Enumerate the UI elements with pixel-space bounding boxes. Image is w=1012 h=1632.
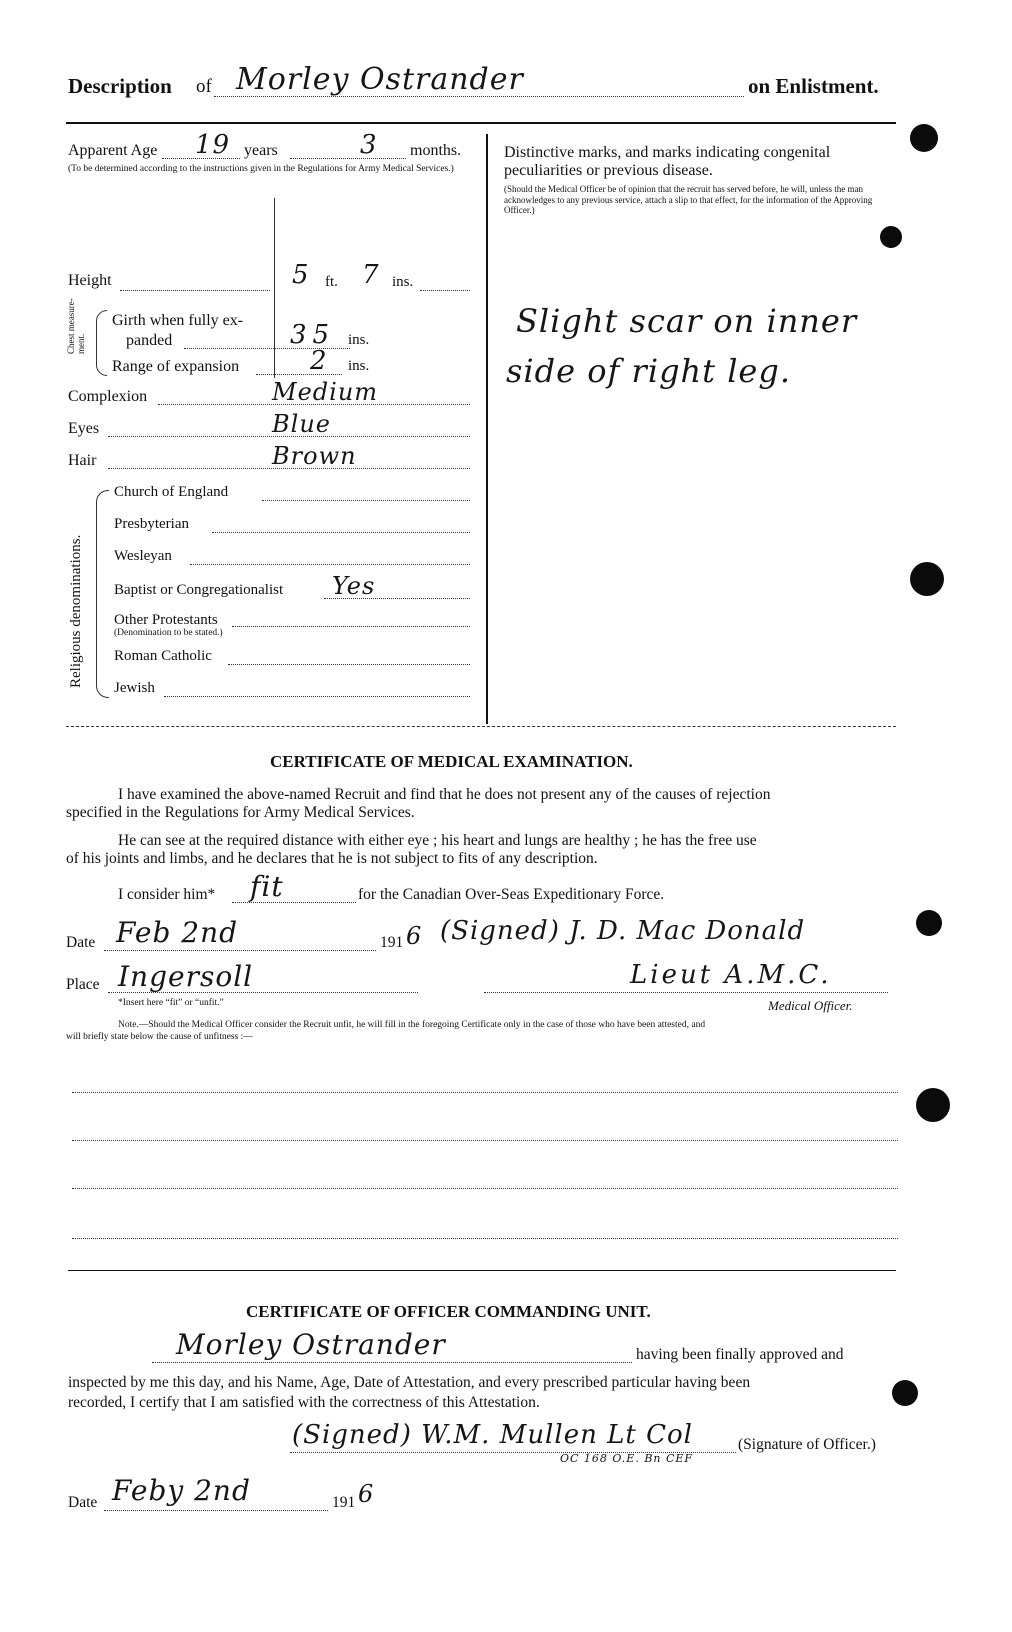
religion-roman-catholic: Roman Catholic — [114, 648, 212, 664]
religion-presbyterian: Presbyterian — [114, 516, 189, 532]
religion-wesleyan: Wesleyan — [114, 548, 172, 564]
religion-line — [164, 696, 470, 697]
marks-heading-1: Distinctive marks, and marks indicating congenital — [504, 144, 831, 161]
commanding-name-value[interactable]: Morley Ostrander — [176, 1328, 446, 1361]
age-note: (To be determined according to the instructions given in the Regulations for Army Medical Services.) — [68, 164, 454, 174]
marks-heading-2: peculiarities or previous disease. — [504, 162, 713, 179]
left-inner-divider — [274, 198, 275, 378]
section-rule — [68, 1270, 896, 1271]
months-label: months. — [410, 142, 462, 159]
commanding-signed-value[interactable]: (Signed) W.M. Mullen Lt Col — [292, 1420, 693, 1450]
consider-label: I consider him* — [118, 886, 216, 903]
recruit-name[interactable]: Morley Ostrander — [236, 62, 524, 97]
religion-other-protestants: Other Protestants — [114, 612, 218, 628]
header-rule — [66, 122, 896, 124]
eyes-label: Eyes — [68, 420, 100, 437]
height-label: Height — [68, 272, 112, 289]
religion-line — [262, 500, 470, 501]
religion-jewish: Jewish — [114, 680, 155, 696]
girth-value[interactable]: 35 — [290, 320, 336, 350]
rank-line — [484, 992, 888, 993]
medical-para1-line2: specified in the Regulations for Army Medical Services. — [66, 804, 415, 821]
religion-baptist-value[interactable]: Yes — [332, 572, 376, 600]
commanding-year-suffix[interactable]: 6 — [358, 1480, 375, 1508]
punch-hole — [916, 910, 942, 936]
commanding-date-line — [104, 1510, 328, 1511]
hair-value[interactable]: Brown — [272, 442, 357, 470]
medical-title: CERTIFICATE OF MEDICAL EXAMINATION. — [270, 752, 633, 771]
medical-para1-line1: I have examined the above-named Recruit and find that he does not present any of the causes of rejection — [118, 786, 771, 803]
consider-rest: for the Canadian Over-Seas Expeditionary Force. — [358, 886, 665, 903]
ft-label: ft. — [325, 274, 338, 290]
complexion-value[interactable]: Medium — [272, 378, 379, 406]
description-label: Description — [68, 74, 172, 98]
consider-value[interactable]: fit — [250, 870, 284, 903]
medical-year-suffix[interactable]: 6 — [406, 922, 423, 950]
unfitness-line — [72, 1188, 898, 1189]
chest-brace — [96, 310, 107, 376]
religion-brace — [96, 490, 109, 698]
religion-line — [190, 564, 470, 565]
punch-hole — [910, 124, 938, 152]
unfitness-line — [72, 1092, 898, 1093]
medical-year-prefix: 191 — [380, 934, 404, 951]
unfitness-line — [72, 1140, 898, 1141]
of-label: of — [196, 76, 212, 97]
girth-label-2: panded — [126, 332, 173, 349]
range-line — [256, 374, 342, 375]
punch-hole — [916, 1088, 950, 1122]
eyes-value[interactable]: Blue — [272, 410, 331, 438]
medical-signed-value[interactable]: (Signed) J. D. Mac Donald — [440, 916, 806, 946]
range-value[interactable]: 2 — [310, 346, 328, 376]
unfitness-line — [72, 1238, 898, 1239]
range-ins-label: ins. — [348, 358, 370, 374]
section-divider — [66, 726, 896, 727]
religion-line — [228, 664, 470, 665]
medical-date-value[interactable]: Feb 2nd — [116, 916, 239, 949]
age-years-line — [162, 158, 240, 159]
note-line2: will briefly state below the cause of unfitness :— — [66, 1032, 253, 1042]
column-divider — [486, 134, 488, 724]
medical-date-label: Date — [66, 934, 96, 951]
height-ft-value[interactable]: 5 — [292, 260, 310, 290]
commanding-line2: inspected by me this day, and his Name, Age, Date of Attestation, and every prescribed particular having been — [68, 1374, 751, 1391]
marks-note: (Should the Medical Officer be of opinion that the recruit has served before, he will, unless the man acknowledges to any previous service, attach a slip to that effect, for the information of the Approving Officer.) — [504, 184, 873, 215]
medical-officer-label: Medical Officer. — [768, 998, 853, 1013]
commanding-name-line — [152, 1362, 632, 1363]
years-label: years — [244, 142, 278, 159]
girth-ins-label: ins. — [348, 332, 370, 348]
religion-church-of-england: Church of England — [114, 484, 229, 500]
range-label: Range of expansion — [112, 358, 240, 375]
name-line — [214, 96, 744, 97]
punch-hole — [892, 1380, 918, 1406]
commanding-date-value[interactable]: Feby 2nd — [112, 1474, 251, 1507]
rank-value[interactable]: Lieut A.M.C. — [630, 960, 832, 990]
age-years-value[interactable]: 19 — [195, 130, 231, 160]
religious-label: Religious denominations. — [68, 534, 84, 688]
apparent-age-label: Apparent Age — [68, 142, 158, 159]
religion-line — [212, 532, 470, 533]
religion-line — [232, 626, 470, 627]
commanding-signed-sub[interactable]: OC 168 O.E. Bn CEF — [560, 1452, 694, 1465]
commanding-title: CERTIFICATE OF OFFICER COMMANDING UNIT. — [246, 1302, 651, 1321]
commanding-line1-rest: having been finally approved and — [636, 1346, 844, 1363]
marks-line-1[interactable]: Slight scar on inner — [516, 302, 858, 340]
medical-date-line — [104, 950, 376, 951]
signature-label: (Signature of Officer.) — [738, 1436, 876, 1453]
medical-para2-line1: He can see at the required distance with either eye ; his heart and lungs are healthy ; he has the free use — [118, 832, 757, 849]
punch-hole — [910, 562, 944, 596]
commanding-line3: recorded, I certify that I am satisfied with the correctness of this Attestation. — [68, 1394, 540, 1411]
age-months-line — [290, 158, 406, 159]
girth-label-1: Girth when fully ex- — [112, 312, 244, 329]
height-ins-label: ins. — [392, 274, 414, 290]
insert-note: *Insert here “fit” or “unfit.” — [118, 998, 224, 1008]
hair-label: Hair — [68, 452, 97, 469]
commanding-year-prefix: 191 — [332, 1494, 356, 1511]
complexion-label: Complexion — [68, 388, 148, 405]
commanding-date-label: Date — [68, 1494, 98, 1511]
on-enlistment-label: on Enlistment. — [748, 74, 879, 98]
religion-baptist: Baptist or Congregationalist — [114, 582, 284, 598]
height-tail-line — [420, 290, 470, 291]
note-line1: Note.—Should the Medical Officer consider the Recruit unfit, he will fill in the foregoing Certificate only in the case of those who have been attested, and — [118, 1020, 706, 1030]
punch-hole — [880, 226, 902, 248]
age-months-value[interactable]: 3 — [360, 130, 378, 160]
height-in-value[interactable]: 7 — [362, 260, 380, 290]
other-note: (Denomination to be stated.) — [114, 628, 223, 638]
height-line — [120, 290, 270, 291]
medical-para2-line2: of his joints and limbs, and he declares that he is not subject to fits of any description. — [66, 850, 598, 867]
place-value[interactable]: Ingersoll — [118, 960, 254, 993]
marks-line-2[interactable]: side of right leg. — [506, 352, 792, 390]
place-label: Place — [66, 976, 100, 993]
chest-label: Chest measure-ment. — [66, 298, 86, 354]
